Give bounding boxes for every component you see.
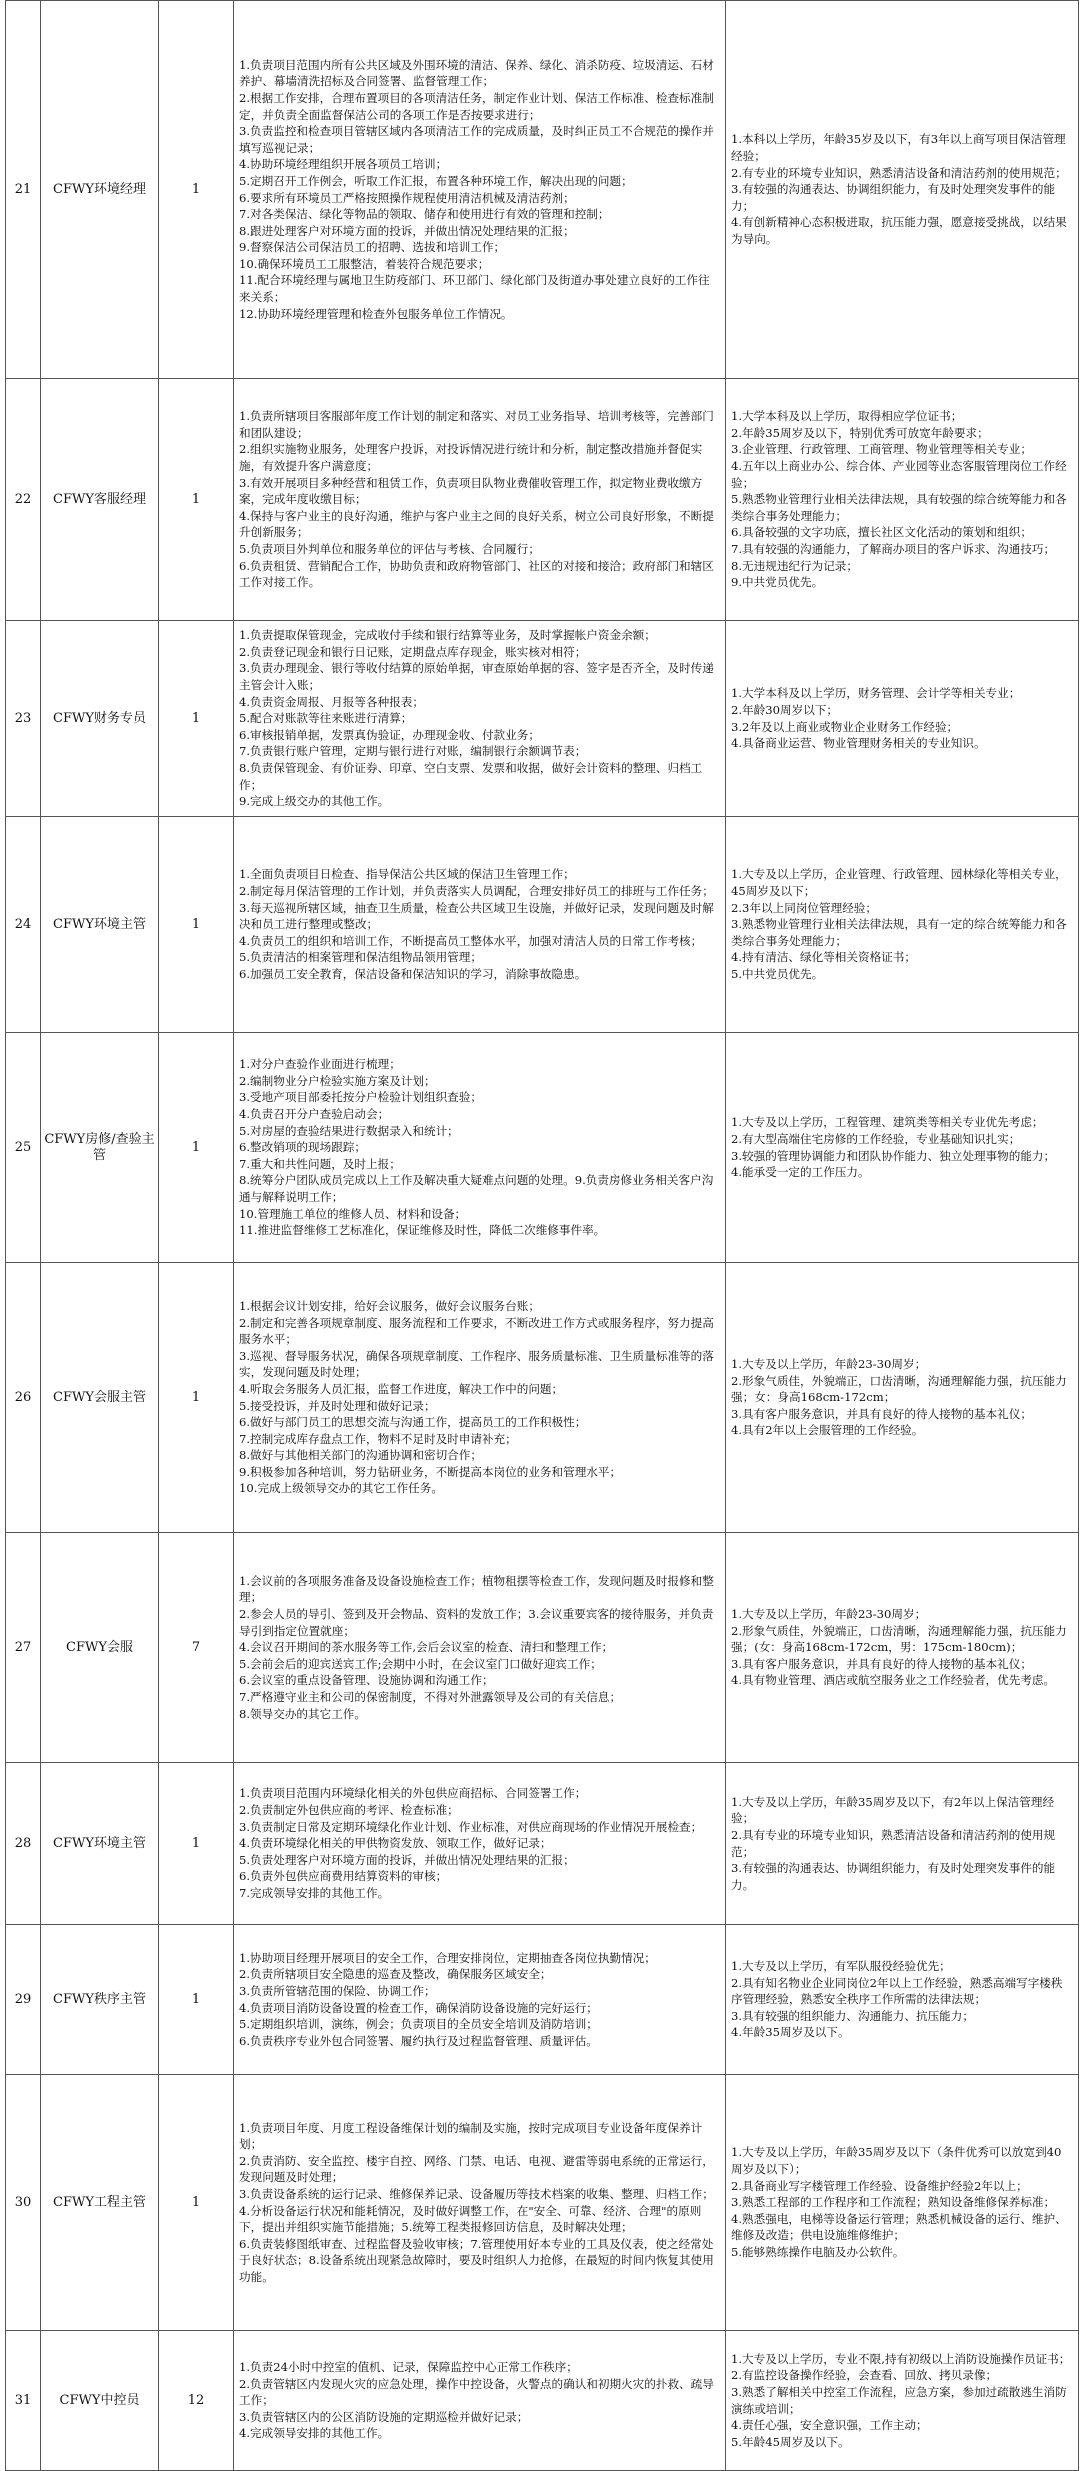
duty-item: 3.负责管辖区内的公区消防设施的定期巡检并做好记录； xyxy=(239,2409,529,2424)
table-row xyxy=(6,1925,1079,2075)
duty-item: 6.负责外包供应商费用结算资料的审核； xyxy=(239,1869,448,1884)
duty-item: 2.编制物业分户检验实施方案及计划； xyxy=(239,1073,436,1088)
requirement-item: 1.大专及以上学历，企业管理、行政管理、园林绿化等相关专业，45周岁及以下； xyxy=(731,867,1067,899)
job-duties xyxy=(234,1925,726,2075)
requirement-item: 5.熟悉物业管理行业相关法律法规，具有较强的综合统筹能力和各类综合事务处理能力； xyxy=(731,492,1067,523)
duty-item: 4.负责项目消防设备设置的检查工作，确保消防设备设施的完好运行； xyxy=(239,2000,598,2015)
requirement-item: 2.有专业的环境专业知识，熟悉清洁设备和清洁药剂的使用规范； xyxy=(731,165,1067,180)
job-requirements xyxy=(726,817,1079,1033)
row-number: 30 xyxy=(6,2075,41,2331)
requirement-item: 7.具有较强的沟通能力，了解商办项目的客户诉求、沟通技巧； xyxy=(731,541,1056,556)
requirement-item: 8.无违规违纪行为记录； xyxy=(731,558,858,573)
requirement-item: 1.大专及以上学历，年龄23-30周岁； xyxy=(731,1607,927,1622)
duty-item: 5.负责项目外判单位和服务单位的评估与考核、合同履行； xyxy=(239,541,540,556)
job-requirements xyxy=(726,621,1079,817)
requirement-item: 2.形象气质佳，外貌端正，口齿清晰，沟通理解能力强，抗压能力强；女：身高168cm-172cm； xyxy=(731,1373,1067,1405)
row-number: 29 xyxy=(6,1925,41,2075)
table-row xyxy=(6,2331,1079,2471)
headcount: 1 xyxy=(159,621,234,817)
duty-item: 3.负责办理现金、银行等收付结算的原始单据，审查原始单据的容、签字是否齐全，及时传递主管会计入账； xyxy=(239,661,714,693)
requirement-item: 1.大学本科及以上学历，取得相应学位证书； xyxy=(731,409,963,424)
requirement-item: 4.能承受一定的工作压力。 xyxy=(731,1165,870,1180)
job-duties xyxy=(234,1033,726,1263)
duty-item: 2.根据工作安排，合理布置项目的各项清洁任务，制定作业计划、保洁工作标准、检查标准制定，并负责全面监督保洁公司的各项工作是否按要求进行； xyxy=(239,90,714,122)
duty-item: 4.负责环境绿化相关的甲供物资发放、领取工作，做好记录； xyxy=(239,1836,552,1851)
job-title: CFWY环境主管 xyxy=(41,1763,159,1925)
duty-item: 3.负责所管辖范围的保险、协调工作； xyxy=(239,1983,436,1998)
job-duties xyxy=(234,817,726,1033)
table-row xyxy=(6,1533,1079,1763)
duty-item: 4.会议召开期间的茶水服务等工作,会后会议室的检查、清扫和整理工作； xyxy=(239,1640,614,1655)
duty-item: 3.负责制定日常及定期环境绿化作业计划、作业标准，对供应商现场的作业情况开展检查； xyxy=(239,1819,703,1834)
requirement-item: 2.年龄30周岁以下； xyxy=(731,702,838,717)
job-duties xyxy=(234,1,726,379)
duty-item: 1.对分户查验作业面进行梳理； xyxy=(239,1057,401,1072)
row-number: 25 xyxy=(6,1033,41,1263)
requirement-item: 4.具有物业管理、酒店或航空服务业之工作经验者，优先考虑。 xyxy=(731,1673,1056,1688)
duty-item: 8.领导交办的其它工作。 xyxy=(239,1706,366,1721)
requirement-item: 1.大专及以上学历，专业不限,持有初级以上消防设施操作员证书； xyxy=(731,2351,1071,2366)
duty-item: 2.制定每月保洁管理的工作计划，并负责落实人员调配，合理安排好员工的排班与工作任务； xyxy=(239,884,714,899)
job-requirements xyxy=(726,2331,1079,2471)
requirement-item: 1.大专及以上学历，年龄23-30周岁； xyxy=(731,1357,927,1372)
duty-item: 2.负责所辖项目安全隐患的巡查及整改，确保服务区域安全； xyxy=(239,1967,552,1982)
row-number: 26 xyxy=(6,1263,41,1533)
job-title: CFWY秩序主管 xyxy=(41,1925,159,2075)
duty-item: 11.推进监督维修工艺标准化，保证维修及时性，降低二次维修事件率。 xyxy=(239,1223,606,1238)
table-row xyxy=(6,621,1079,817)
duty-item: 6.会议室的重点设备管理、设施协调和沟通工作； xyxy=(239,1673,494,1688)
duty-item: 4.负责员工的组织和培训工作，不断提高员工整体水平，加强对清洁人员的日常工作考核； xyxy=(239,933,703,948)
duty-item: 4.听取会务服务人员汇报，监督工作进度，解决工作中的问题； xyxy=(239,1381,564,1396)
requirement-item: 1.本科以上学历，年龄35岁及以下，有3年以上商写项目保洁管理经验； xyxy=(731,132,1066,164)
row-number: 23 xyxy=(6,621,41,817)
duty-item: 6.审核报销单据，发票真伪验证，办理现金收、付款业务； xyxy=(239,727,540,742)
requirement-item: 5.能够熟练操作电脑及办公软件。 xyxy=(731,2244,905,2259)
duty-item: 10.完成上级领导交办的其它工作任务。 xyxy=(239,1481,443,1496)
duty-item: 2.负责管辖区内发现火灾的应急处理，操作中控设备，火警点的确认和初期火灾的扑救、疏导工作； xyxy=(239,2376,714,2408)
requirement-item: 3.有较强的沟通表达、协调组织能力，有及时处理突发事件的能力。 xyxy=(731,1861,1056,1892)
job-duties xyxy=(234,1263,726,1533)
duty-item: 8.做好与其他相关部门的沟通协调和密切合作； xyxy=(239,1448,482,1463)
duty-item: 2.负责制定外包供应商的考评、检查标准； xyxy=(239,1803,459,1818)
requirement-item: 4.具有2年以上会服管理的工作经验。 xyxy=(731,1423,924,1438)
duty-item: 3.有效开展项目多种经营和租赁工作，负责项目队物业费催收管理工作，拟定物业费收缴方案，完成年度收缴目标； xyxy=(239,475,703,507)
requirement-item: 4.具备商业运营、物业管理财务相关的专业知识。 xyxy=(731,736,986,751)
requirement-item: 4.有创新精神心态积极进取，抗压能力强，愿意接受挑战，以结果为导向。 xyxy=(731,215,1067,246)
duty-item: 5.会前会后的迎宾送宾工作;会期中小时，在会议室门口做好迎宾工作； xyxy=(239,1656,602,1671)
duty-item: 1.负责所辖项目客服部年度工作计划的制定和落实、对员工业务指导、培训考核等，完善部门和团队建设； xyxy=(239,409,714,440)
job-title: CFWY中控员 xyxy=(41,2331,159,2471)
requirement-item: 4.五年以上商业办公、综合体、产业园等业态客服管理岗位工作经验； xyxy=(731,459,1067,490)
duty-item: 8.负责保管现金、有价证券、印章、空白支票、发票和收据，做好会计资料的整理、归档工作； xyxy=(239,760,703,792)
duty-item: 1.负责提取保管现金，完成收付手续和银行结算等业务，及时掌握帐户资金余额； xyxy=(239,628,656,643)
duty-item: 7.对各类保洁、绿化等物品的领取、储存和使用进行有效的管理和控制； xyxy=(239,207,610,222)
table-row xyxy=(6,1263,1079,1533)
requirement-item: 1.大专及以上学历，年龄35周岁及以下（条件优秀可以放宽到40周岁及以下）； xyxy=(731,2145,1062,2177)
duty-item: 2.负责登记现金和银行日记账，定期盘点库存现金，账实核对相符； xyxy=(239,644,587,659)
headcount: 1 xyxy=(159,817,234,1033)
duty-item: 1.根据会议计划安排，给好会议服务，做好会议服务台账； xyxy=(239,1298,540,1313)
job-duties xyxy=(234,2331,726,2471)
headcount: 1 xyxy=(159,379,234,621)
requirement-item: 3.熟悉物业管理行业相关法律法规，具有一定的综合统筹能力和各类综合事务处理能力； xyxy=(731,917,1067,948)
duty-item: 6.做好与部门员工的思想交流与沟通工作，提高员工的工作积极性； xyxy=(239,1415,587,1430)
duty-item: 1.负责项目年度、月度工程设备维保计划的编制及实施，按时完成项目专业设备年度保养计划； xyxy=(239,2120,703,2152)
job-requirements xyxy=(726,2075,1079,2331)
requirement-item: 2.有大型高端住宅房修的工作经验，专业基础知识扎实； xyxy=(731,1131,1021,1146)
table-row xyxy=(6,817,1079,1033)
duty-item: 7.严格遵守业主和公司的保密制度，不得对外泄露领导及公司的有关信息； xyxy=(239,1689,622,1704)
duty-item: 5.定期召开工作例会，听取工作汇报，布置各种环境工作，解决出现的问题； xyxy=(239,173,633,188)
duty-item: 7.完成领导安排的其他工作。 xyxy=(239,1885,390,1900)
duty-item: 8.跟进处理客户对环境方面的投诉，并做出情况处理结果的汇报； xyxy=(239,223,575,238)
duty-item: 7.控制完成库存盘点工作，物料不足时及时申请补充； xyxy=(239,1431,517,1446)
duty-item: 9.积极参加各种培训，努力钻研业务，不断提高本岗位的业务和管理水平； xyxy=(239,1464,622,1479)
job-duties xyxy=(234,2075,726,2331)
job-requirements xyxy=(726,1533,1079,1763)
requirement-item: 3.企业管理、行政管理、工商管理、物业管理等相关专业； xyxy=(731,442,1032,457)
duty-item: 4.协助环境经理组织开展各项员工培训； xyxy=(239,157,448,172)
duty-item: 5.负责清洁的相案管理和保洁组物品领用管理； xyxy=(239,950,482,965)
requirement-item: 4.熟悉强电，电梯等设备运行管理；熟悉机械设备的运行、维护、维修及改造；供电设施维修维护； xyxy=(731,2211,1067,2243)
requirement-item: 3.2年及以上商业或物业企业财务工作经验； xyxy=(731,719,959,734)
duty-item: 5.对房屋的查验结果进行数据录入和统计； xyxy=(239,1123,459,1138)
duty-item: 3.负责设备系统的运行记录、维修保养记录、设备履历等技术档案的收集、整理、归档工作； xyxy=(239,2186,714,2201)
requirement-item: 1.大专及以上学历，有军队服役经验优先； xyxy=(731,1959,951,1974)
requirement-item: 9.中共党员优先。 xyxy=(731,575,824,590)
duty-item: 4.分析设备运行状况和能耗情况，及时做好调整工作，在"安全、可靠、经济、合理"的原则下，提出并组织实施节能措施；5.统筹工程类报修回访信息，及时解决处理； xyxy=(239,2203,702,2235)
duty-item: 9.督察保洁公司保洁员工的招聘、选拔和培训工作； xyxy=(239,240,506,255)
requirement-item: 4.责任心强，安全意识强，工作主动； xyxy=(731,2418,928,2433)
requirement-item: 6.具备较强的文字功底，擅长社区文化活动的策划和组织； xyxy=(731,525,1032,540)
duty-item: 4.保持与客户业主的良好沟通，维护与客户业主之间的良好关系，树立公司良好形象，不断提升创新服务； xyxy=(239,508,714,540)
job-requirements xyxy=(726,379,1079,621)
requirement-item: 5.中共党员优先。 xyxy=(731,966,824,981)
requirement-item: 3.具有客户服务意识，并具有良好的待人接物的基本礼仪； xyxy=(731,1406,1032,1421)
duty-item: 1.全面负责项目日检查、指导保洁公共区域的保洁卫生管理工作； xyxy=(239,867,575,882)
requirement-item: 3.具有客户服务意识，并具有良好的待人接物的基本礼仪； xyxy=(731,1656,1032,1671)
duty-item: 1.协助项目经理开展项目的安全工作，合理安排岗位，定期抽查各岗位执勤情况； xyxy=(239,1950,656,1965)
headcount: 1 xyxy=(159,1,234,379)
job-requirements xyxy=(726,1763,1079,1925)
table-row xyxy=(6,1033,1079,1263)
job-title: CFWY房修/查验主管 xyxy=(41,1033,159,1263)
job-duties xyxy=(234,1533,726,1763)
requirement-item: 2.具有专业的环境专业知识，熟悉清洁设备和清洁药剂的使用规范； xyxy=(731,1827,1056,1859)
duty-item: 5.接受投诉，并及时处理和做好记录； xyxy=(239,1398,436,1413)
headcount: 12 xyxy=(159,2331,234,2471)
table-body xyxy=(6,1,1079,2471)
job-requirements xyxy=(726,1263,1079,1533)
row-number: 27 xyxy=(6,1533,41,1763)
row-number: 28 xyxy=(6,1763,41,1925)
job-duties xyxy=(234,379,726,621)
job-title: CFWY客服经理 xyxy=(41,379,159,621)
requirement-item: 3.熟悉工程部的工作程序和工作流程；熟知设备维修保养标准； xyxy=(731,2195,1056,2210)
duty-item: 6.负责装修图纸审查、过程监督及验收审核；7.管理使用好本专业的工具及仪表，使之经常处于良好状态；8.设备系统出现紧急故障时，要及时组织人力抢修，在最短的时间内恢复其使用功能。 xyxy=(239,2236,714,2284)
requirement-item: 4.持有清洁、绿化等相关资格证书； xyxy=(731,950,916,965)
duty-item: 6.加强员工安全教育，保洁设备和保洁知识的学习，消除事故隐患。 xyxy=(239,966,587,981)
row-number: 31 xyxy=(6,2331,41,2471)
requirement-item: 1.大专及以上学历，年龄35周岁及以下，有2年以上保洁管理经验； xyxy=(731,1794,1055,1826)
headcount: 1 xyxy=(159,1763,234,1925)
duty-item: 2.参会人员的导引、签到及开会物品、资料的发放工作；3.会议重要宾客的接待服务，并负责导引到指定位置就座； xyxy=(239,1607,714,1638)
duty-item: 2.制定和完善各项规章制度、服务流程和工作要求，不断改进工作方式或服务程序，努力提高服务水平； xyxy=(239,1315,714,1347)
duty-item: 1.负责24小时中控室的值机、记录，保障监控中心正常工作秩序； xyxy=(239,2360,578,2375)
requirement-item: 3.具有较强的组织能力、沟通能力、抗压能力； xyxy=(731,2008,974,2023)
requirement-item: 4.年龄35周岁及以下。 xyxy=(731,2025,850,2040)
duty-item: 5.配合对账款等往来账进行清算； xyxy=(239,711,413,726)
table-row xyxy=(6,379,1079,621)
headcount: 1 xyxy=(159,1263,234,1533)
row-number: 22 xyxy=(6,379,41,621)
headcount: 1 xyxy=(159,2075,234,2331)
requirement-item: 1.大学本科及以上学历，财务管理、会计学等相关专业； xyxy=(731,686,1021,701)
duty-item: 5.定期组织培训，演练，例会；负责项目的全员安全培训及消防培训； xyxy=(239,2017,598,2032)
duty-item: 6.负责秩序专业外包合同签署、履约执行及过程监督管理、质量评估。 xyxy=(239,2033,598,2048)
job-title: CFWY工程主管 xyxy=(41,2075,159,2331)
duty-item: 2.负责消防、安全监控、楼宇自控、网络、门禁、电话、电视、避雷等弱电系统的正常运行，发现问题及时处理； xyxy=(239,2153,714,2185)
row-number: 21 xyxy=(6,1,41,379)
requirement-item: 5.年龄45周岁及以下。 xyxy=(731,2434,850,2449)
duty-item: 3.受地产项目部委托按分户检验计划组织查验； xyxy=(239,1090,482,1105)
recruitment-table xyxy=(5,0,1079,2471)
duty-item: 8.统筹分户团队成员完成以上工作及解决重大疑难点问题的处理。9.负责房修业务相关客户沟通与解释说明工作； xyxy=(239,1173,714,1204)
duty-item: 10.确保环境员工工服整洁，着装符合规范要求； xyxy=(239,256,490,271)
job-title: CFWY财务专员 xyxy=(41,621,159,817)
requirement-item: 2.年龄35周岁及以下，特别优秀可放宽年龄要求； xyxy=(731,425,989,440)
requirement-item: 2.具有知名物业企业同岗位2年以上工作经验，熟悉高端写字楼秩序管理经验，熟悉安全秩序工作所需的法律法规； xyxy=(731,1975,1063,2007)
requirement-item: 1.大专及以上学历，工程管理、建筑类等相关专业优先考虑； xyxy=(731,1115,1044,1130)
job-duties xyxy=(234,621,726,817)
job-title: CFWY会服主管 xyxy=(41,1263,159,1533)
duty-item: 6.整改销项的现场跟踪； xyxy=(239,1140,366,1155)
table-row xyxy=(6,1,1079,379)
duty-item: 3.每天巡视所辖区域，抽查卫生质量，检查公共区域卫生设施，并做好记录，发现问题及时解决和员工进行整理或整改； xyxy=(239,900,714,932)
duty-item: 4.负责召开分户查验启动会； xyxy=(239,1107,390,1122)
job-requirements xyxy=(726,1,1079,379)
duty-item: 3.负责监控和检查项目管辖区域内各项清洁工作的完成质量，及时纠正员工不合规范的操作并填写巡视记录； xyxy=(239,124,714,155)
headcount: 1 xyxy=(159,1925,234,2075)
requirement-item: 3.有较强的沟通表达、协调组织能力，有及时处理突发事件的能力； xyxy=(731,182,1056,213)
duty-item: 6.负责租赁、营销配合工作，协助负责和政府物管部门、社区的对接和接洽；政府部门和辖区工作对接工作。 xyxy=(239,558,714,590)
duty-item: 6.要求所有环境员工严格按照操作规程使用清洁机械及清洁药剂； xyxy=(239,190,575,205)
duty-item: 4.负责资金周报、月报等各种报表； xyxy=(239,694,424,709)
requirement-item: 2.3年以上同岗位管理经验； xyxy=(731,900,877,915)
job-requirements xyxy=(726,1925,1079,2075)
requirement-item: 3.熟悉了解相关中控室工作流程，应急方案，参加过疏散逃生消防演练或培训； xyxy=(731,2384,1067,2416)
requirement-item: 2.形象气质佳，外貌端正，口齿清晰，沟通理解能力强，抗压能力强；(女：身高168cm-172cm，男：175cm-180cm)； xyxy=(731,1623,1067,1655)
headcount: 1 xyxy=(159,1033,234,1263)
duty-item: 7.重大和共性问题，及时上报； xyxy=(239,1156,401,1171)
duty-item: 10.管理施工单位的维修人员、材料和设备； xyxy=(239,1206,467,1221)
row-number: 24 xyxy=(6,817,41,1033)
duty-item: 4.完成领导安排的其他工作。 xyxy=(239,2426,390,2441)
requirement-item: 2.有监控设备操作经验，会查看、回放、拷贝录像； xyxy=(731,2368,998,2383)
duty-item: 5.负责处理客户对环境方面的投诉，并做出情况处理结果的汇报； xyxy=(239,1852,575,1867)
duty-item: 9.完成上级交办的其他工作。 xyxy=(239,794,390,809)
table-row xyxy=(6,2075,1079,2331)
job-duties xyxy=(234,1763,726,1925)
job-requirements xyxy=(726,1033,1079,1263)
requirement-item: 3.较强的管理协调能力和团队协作能力、独立处理事物的能力； xyxy=(731,1148,1056,1163)
table-row xyxy=(6,1763,1079,1925)
duty-item: 3.巡视、督导服务状况，确保各项规章制度、工作程序、服务质量标准、卫生质量标准等的落实，发现问题及时处理； xyxy=(239,1348,714,1380)
duty-item: 7.负责银行账户管理，定期与银行进行对账，编制银行余额调节表； xyxy=(239,744,587,759)
duty-item: 1.负责项目范围内所有公共区域及外围环境的清洁、保养、绿化、消杀防疫、垃圾清运、石材养护、幕墙清洗招标及合同签署、监督管理工作； xyxy=(239,57,714,89)
requirement-item: 2.具备商业写字楼管理工作经验、设备维护经验2年以上； xyxy=(731,2178,1028,2193)
duty-item: 11.配合环境经理与属地卫生防疫部门、环卫部门、绿化部门及街道办事处建立良好的工作往来关系； xyxy=(239,273,710,305)
duty-item: 12.协助环境经理管理和检查外包服务单位工作情况。 xyxy=(239,306,513,321)
job-title: CFWY环境主管 xyxy=(41,817,159,1033)
headcount: 7 xyxy=(159,1533,234,1763)
duty-item: 1.负责项目范围内环境绿化相关的外包供应商招标、合同签署工作； xyxy=(239,1786,587,1801)
job-title: CFWY环境经理 xyxy=(41,1,159,379)
duty-item: 1.会议前的各项服务准备及设备设施检查工作；植物租摆等检查工作，发现问题及时报修和整理； xyxy=(239,1573,714,1605)
job-title: CFWY会服 xyxy=(41,1533,159,1763)
duty-item: 2.组织实施物业服务，处理客户投诉，对投诉情况进行统计和分析，制定整改措施并督促实施，有效提升客户满意度； xyxy=(239,442,703,474)
